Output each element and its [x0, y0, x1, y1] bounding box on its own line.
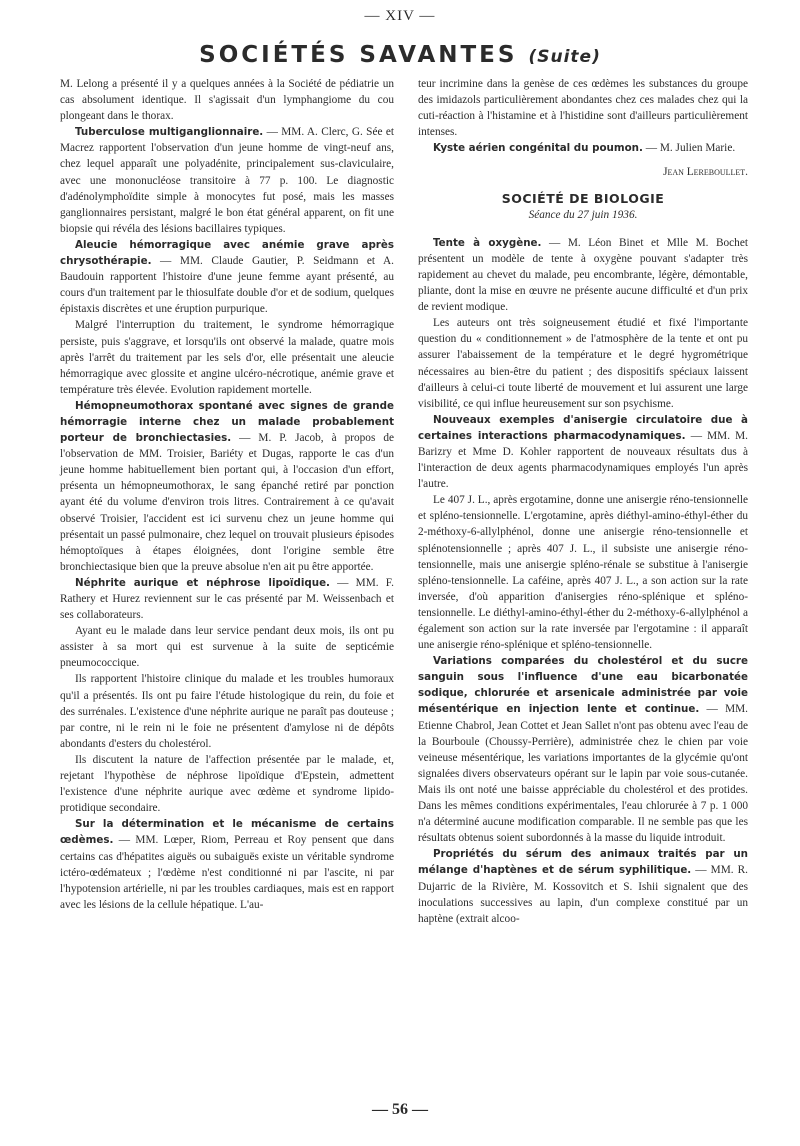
- paragraph: Ils rapportent l'histoire clinique du malade et les troubles humoraux qu'il a présentés. Ils ont pu faire l'étude histologique du rein, du foie et des surrénales. L'existence d'une néphrite aurique ne paraît pas douteuse ; par contre, ni le rein ni le foie ne présentent d'amylose ni de dépôts abondants d'esters du cholestérol.: [60, 673, 394, 750]
- article-heading: Sur la détermination et le mécanisme de certains œdèmes.: [60, 818, 394, 847]
- society-heading: SOCIÉTÉ DE BIOLOGIE: [501, 190, 665, 206]
- paragraph: Aleucie hémorragique avec anémie grave après chrysothérapie. — MM. Claude Gautier, P. Seidmann et A. Baudouin rapportent l'histoire d'une jeune femme ayant présenté, au cours d'un traitement par le thiosulfate double d'or et de sodium, quelques épistaxis discrètes et une éruption purpurique.: [60, 238, 394, 316]
- paragraph: Ils discutent la nature de l'affection présentée par le malade, et, rejetant l'hypothèse de néphrose lipoïdique d'Epstein, admettent l'existence d'une néphrite aurique avec œdème et syndrome lipido-protidique secondaire.: [60, 753, 394, 815]
- article-heading: Variations comparées du cholestérol et du sucre sanguin sous l'influence d'une eau bicarbonatée sodique, chlorurée et arsenicale administrée par voie mésentérique en injection lente et continue.: [418, 655, 748, 716]
- author-signature: Jean Lereboullet.: [663, 166, 748, 179]
- article-heading: Kyste aérien congénital du poumon.: [433, 142, 643, 155]
- page-number: — 56 —: [372, 1101, 428, 1118]
- article-heading: Tente à oxygène.: [433, 236, 542, 249]
- article-heading: Hémopneumothorax spontané avec signes de grande hémorragie interne chez un malade probablement porteur de bronchiectasies.: [60, 399, 394, 445]
- page-number-roman: — XIV —: [364, 8, 436, 24]
- article-heading: Aleucie hémorragique avec anémie grave après chrysothérapie.: [60, 238, 394, 268]
- paragraph: Malgré l'interruption du traitement, le syndrome hémorragique persiste, puis s'aggrave, et lorsqu'ils ont observé la malade, quatre mois après l'arrêt du traitement par les sels d'or, elle présentait une aleucie hémorragique avec glossite et angine ulcéro-nécrotique, anémie grave et température très élevée. Evolution rapidement mortelle.: [60, 319, 394, 396]
- paragraph: Hémopneumothorax spontané avec signes de grande hémorragie interne chez un malade probablement porteur de bronchiectasies. — M. P. Jacob, à propos de l'observation de MM. Troisier, Bariéty et Dugas, rapporte le cas d'un jeune homme habituellement bien portant qui, à l'occasion d'un effort, présenta un hémopneumothorax, le sang épanché retiré par ponction ayant été du volume d'environ trois litres. Contrairement à ce qu'avait observé Troisier, l'accident est ici survenu chez un jeune homme qui présentait un passé pulmonaire, chez lequel on trouvait plusieurs épisodes hémoptoïques à étapes éloignées, dont l'origine semble être bronchiectasique bien que la preuve absolue n'en ait pu être apportée.: [60, 399, 394, 573]
- paragraph: Le 407 J. L., après ergotamine, donne une anisergie réno-tensionnelle et spléno-tensionnelle. L'ergotamine, après diéthyl-amino-éthyl-éther du 2-méthoxy-6-allylphénol, donne une anisergie réno-tensionnelle et splénotensionnelle ; après 407 J. L., il subsiste une anisergie réno-tensionnelle, mais une anisergie spléno-rénale se substitue à l'anisergie spléno-tensionnelle. La caféine, après 407 J. L., a son action sur la rate inversée, d'où apparition d'anisergies réno-splénique et spléno-tensionnelle. Le diéthyl-amino-éthyl-éther du 2-méthoxy-6-allylphénol a également son action sur la rate inversée par l'ergotamine : il apparaît une anisergie réno-splénique et spléno-tensionnelle.: [418, 494, 748, 652]
- paragraph: Propriétés du sérum des animaux traités par un mélange d'haptènes et de sérum syphilitique. — MM. R. Dujarric de la Rivière, M. Kossovitch et S. Ishii signalent que des inoculations successives au lapin, d'un complexe constitué par un haptène (extrait alcoo-: [418, 848, 749, 925]
- paragraph: Ayant eu le malade dans leur service pendant deux mois, ils ont pu assister à sa mort qui est survenue à la suite de septicémie pneumococcique.: [60, 625, 394, 670]
- paragraph: Sur la détermination et le mécanisme de certains œdèmes. — MM. Lœper, Riom, Perreau et Roy pensent que dans certains cas d'hépatites aiguës ou subaiguës existe un véritable syndrome ictéro-œdémateux ; l'œdème n'est conditionné ni par l'ascite, ni par l'hypotension artérielle, ni par les troubles cardiaques, mais est en rapport avec les lésions de la cellule hépatique. L'au-: [60, 818, 394, 911]
- left-column: [60, 76, 394, 913]
- paragraph: Kyste aérien congénital du poumon. — M. Julien Marie.: [433, 142, 736, 155]
- paragraph: M. Lelong a présenté il y a quelques années à la Société de pédiatrie un cas absolument identique. Il s'agissait d'un lymphangiome du cou plongeant dans le thorax.: [60, 78, 394, 123]
- paragraph: Tuberculose multiganglionnaire. — MM. A. Clerc, G. Sée et Macrez rapportent l'observation d'un jeune homme de vingt-neuf ans, chez lequel apparaît une polyadénite, principalement sus-claviculaire, avec une mononucléose transitoire à 77 p. 100. Le diagnostic d'adénolymphoïdite simple à monocytes fut posé, mais les masses ganglionnaires persistant, malgré le bon état général apparent, on fit une biopsie qui révéla des lésions bacillaires typiques.: [60, 126, 394, 235]
- paragraph: Nouveaux exemples d'anisergie circulatoire due à certaines interactions pharmacodynamiques. — MM. M. Barizry et Mme D. Kohler rapportent de nouveaux résultats dus à l'interaction de deux agents pharmacodynamiques employés l'un après l'autre.: [418, 413, 748, 491]
- paragraph: teur incrimine dans la genèse de ces œdèmes les substances du groupe des imidazols particulièrement abondantes chez ces malades chez qui la cuti-réaction à l'histamine et à l'histidine sont d'ailleurs particulièrement intenses.: [418, 78, 748, 139]
- paragraph: Les auteurs ont très soigneusement étudié et fixé l'importante question du « conditionnement » de l'atmosphère de la tente et ont pu assurer l'abaissement de la température et le degré hygrométrique nécessaires au bien-être du patient ; des dispositifs spéciaux laissent d'ailleurs à celui-ci toute liberté de mouvement et lui assurent une large visibilité, ce qui influe heureusement sur son psychisme.: [418, 317, 748, 410]
- right-column: [418, 76, 748, 927]
- section-title-text: SOCIÉTÉS SAVANTES: [199, 42, 518, 68]
- session-date: Séance du 27 juin 1936.: [528, 208, 638, 221]
- article-heading: Propriétés du sérum des animaux traités par un mélange d'haptènes et de sérum syphilitique.: [418, 848, 748, 877]
- paragraph: Tente à oxygène. — M. Léon Binet et Mlle M. Bochet présentent un modèle de tente à oxygène pouvant s'adapter très rapidement au chevet du malade, peu encombrante, légère, démontable, pliante, dont la mise en œuvre ne présente aucune difficulté et d'un prix de revient modique.: [418, 236, 748, 314]
- article-heading: Nouveaux exemples d'anisergie circulatoire due à certaines interactions pharmacodynamiques.: [418, 413, 748, 442]
- paragraph: Néphrite aurique et néphrose lipoïdique. — MM. F. Rathery et Hurez reviennent sur le cas présenté par M. Weissenbach et ses collaborateurs.: [60, 576, 394, 622]
- paragraph: Variations comparées du cholestérol et du sucre sanguin sous l'influence d'une eau bicarbonatée sodique, chlorurée et arsenicale administrée par voie mésentérique en injection lente et continue. — MM. Etienne Chabrol, Jean Cottet et Jean Sallet n'ont pas obtenu avec l'eau de la Bourboule (Choussy-Perrière), administrée chez le chien par voie veineuse mésentérique, les variations importantes de la glycémie qu'ont signalées divers observateurs opérant sur le lapin par voie sous-cutanée. Mais ils ont noté une baisse appréciable du cholestérol et des protides. Dans les mêmes conditions expérimentales, l'eau chlorurée à 7 p. 1 000 n'a déterminé aucune modification comparable. Il ne semble pas que les résultats obtenus soient subordonnés à la masse du liquide introduit.: [418, 655, 748, 845]
- section-title: [0, 42, 800, 68]
- article-heading: Tuberculose multiganglionnaire.: [75, 126, 264, 139]
- article-heading: Néphrite aurique et néphrose lipoïdique.: [75, 576, 330, 589]
- section-title-suite: (Suite): [528, 47, 601, 67]
